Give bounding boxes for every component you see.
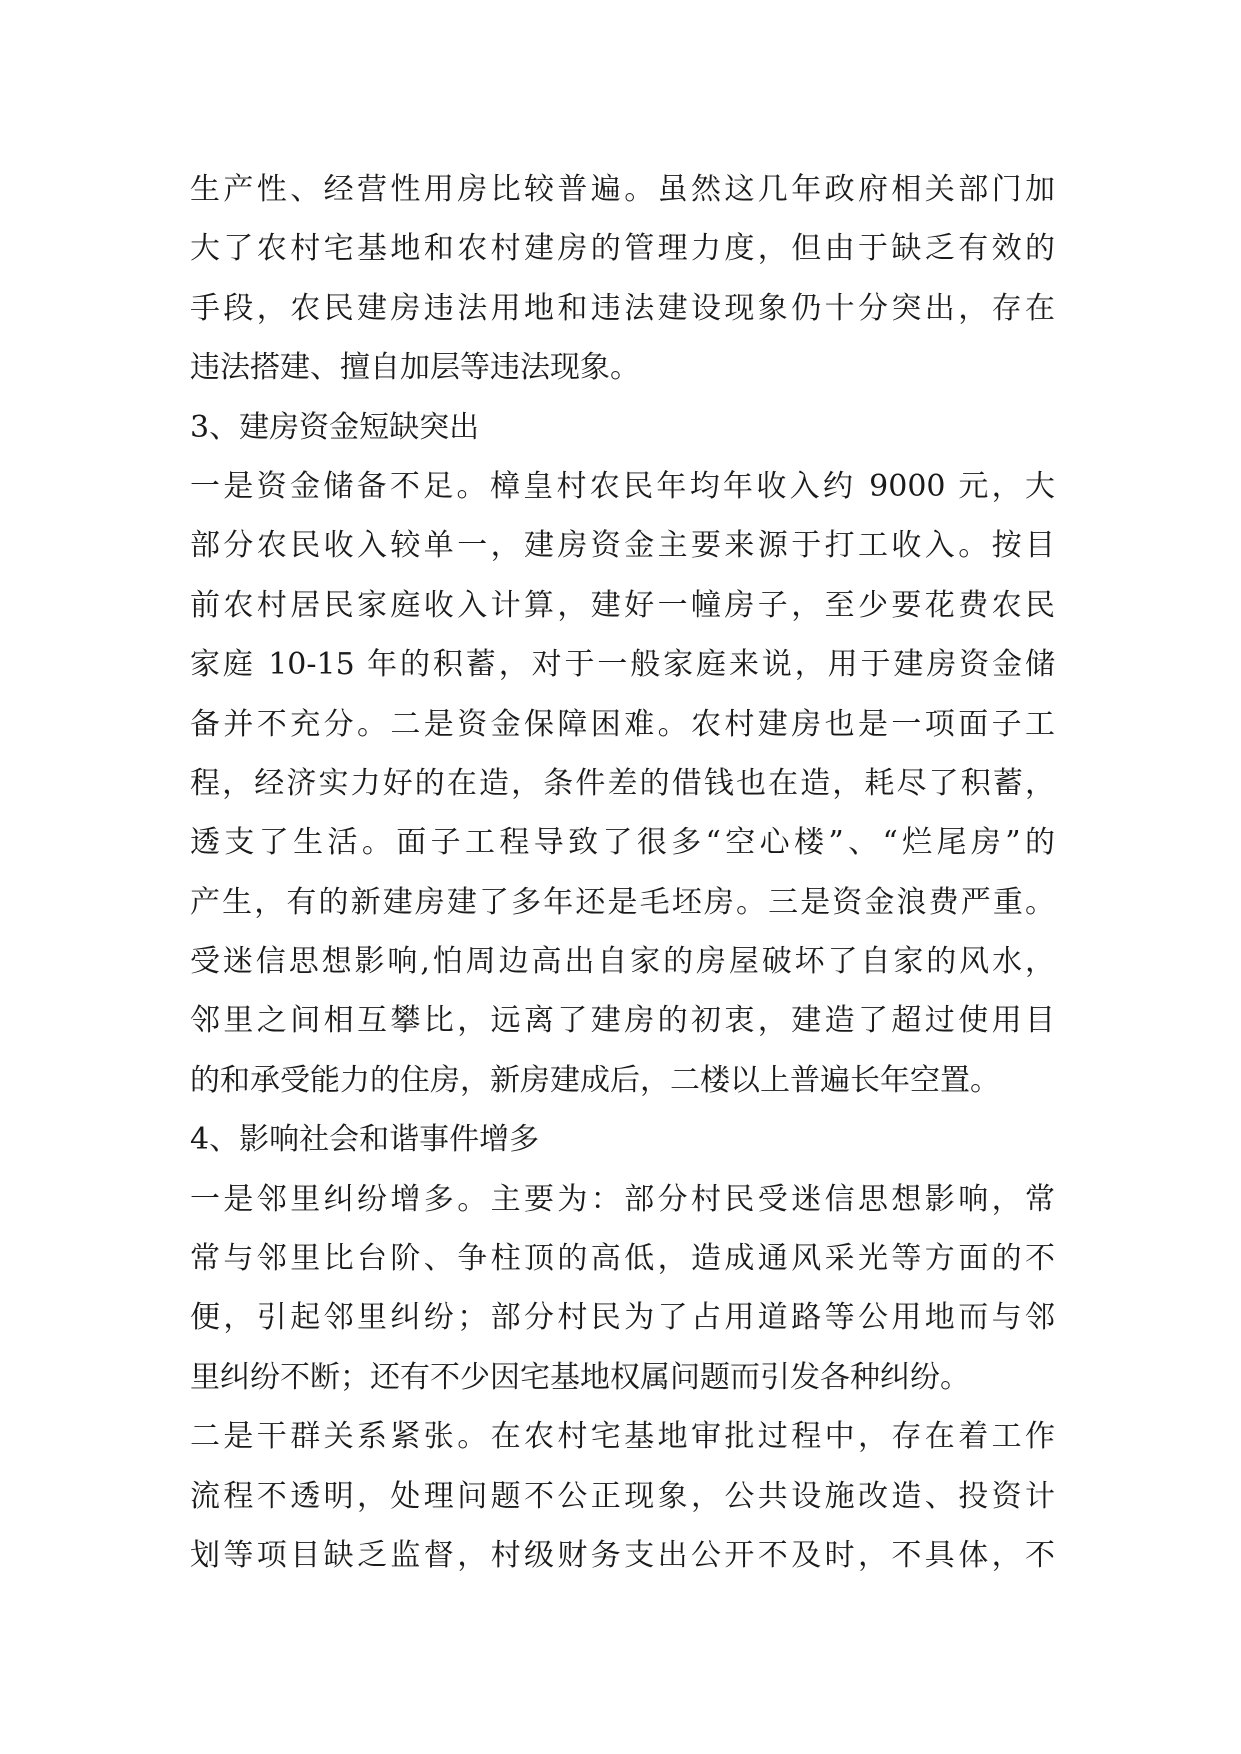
text-line: 受迷信思想影响,怕周边高出自家的房屋破坏了自家的风水， — [190, 944, 1055, 980]
text-line: 3、建房资金短缺突出 — [190, 409, 480, 445]
text-line: 前农村居民家庭收入计算，建好一幢房子，至少要花费农民 — [190, 587, 1055, 623]
text-line: 一是邻里纠纷增多。主要为：部分村民受迷信思想影响，常 — [190, 1181, 1055, 1217]
text-line: 违法搭建、擅自加层等违法现象。 — [190, 350, 640, 386]
text-line: 家庭 10-15 年的积蓄，对于一般家庭来说，用于建房资金储 — [190, 647, 1055, 683]
text-line: 的和承受能力的住房，新房建成后，二楼以上普遍长年空置。 — [190, 1062, 1000, 1098]
text-line: 二是干群关系紧张。在农村宅基地审批过程中，存在着工作 — [190, 1419, 1055, 1455]
text-line: 一是资金储备不足。樟皇村农民年均年收入约 9000 元，大 — [190, 468, 1055, 504]
text-line: 邻里之间相互攀比，远离了建房的初衷，建造了超过使用目 — [190, 1003, 1055, 1039]
text-line: 生产性、经营性用房比较普遍。虽然这几年政府相关部门加 — [190, 172, 1055, 207]
text-line: 里纠纷不断；还有不少因宅基地权属问题而引发各种纠纷。 — [190, 1359, 970, 1395]
text-line: 程，经济实力好的在造，条件差的借钱也在造，耗尽了积蓄， — [190, 765, 1055, 801]
text-line: 产生，有的新建房建了多年还是毛坯房。三是资金浪费严重。 — [190, 884, 1055, 920]
text-line: 手段，农民建房违法用地和违法建设现象仍十分突出，存在 — [190, 290, 1055, 326]
text-line: 流程不透明，处理问题不公正现象，公共设施改造、投资计 — [190, 1478, 1055, 1514]
text-line: 部分农民收入较单一，建房资金主要来源于打工收入。按目 — [190, 528, 1055, 564]
text-line: 大了农村宅基地和农村建房的管理力度，但由于缺乏有效的 — [190, 231, 1055, 267]
document-body — [190, 160, 1055, 1585]
text-line: 备并不充分。二是资金保障困难。农村建房也是一项面子工 — [190, 706, 1055, 742]
text-line: 4、影响社会和谐事件增多 — [190, 1122, 540, 1158]
text-line: 常与邻里比台阶、争柱顶的高低，造成通风采光等方面的不 — [190, 1241, 1055, 1277]
text-line: 便，引起邻里纠纷；部分村民为了占用道路等公用地而与邻 — [190, 1300, 1055, 1336]
text-line: 划等项目缺乏监督，村级财务支出公开不及时，不具体，不 — [190, 1537, 1055, 1573]
text-line: 透支了生活。面子工程导致了很多“空心楼”、“烂尾房”的 — [190, 825, 1055, 861]
